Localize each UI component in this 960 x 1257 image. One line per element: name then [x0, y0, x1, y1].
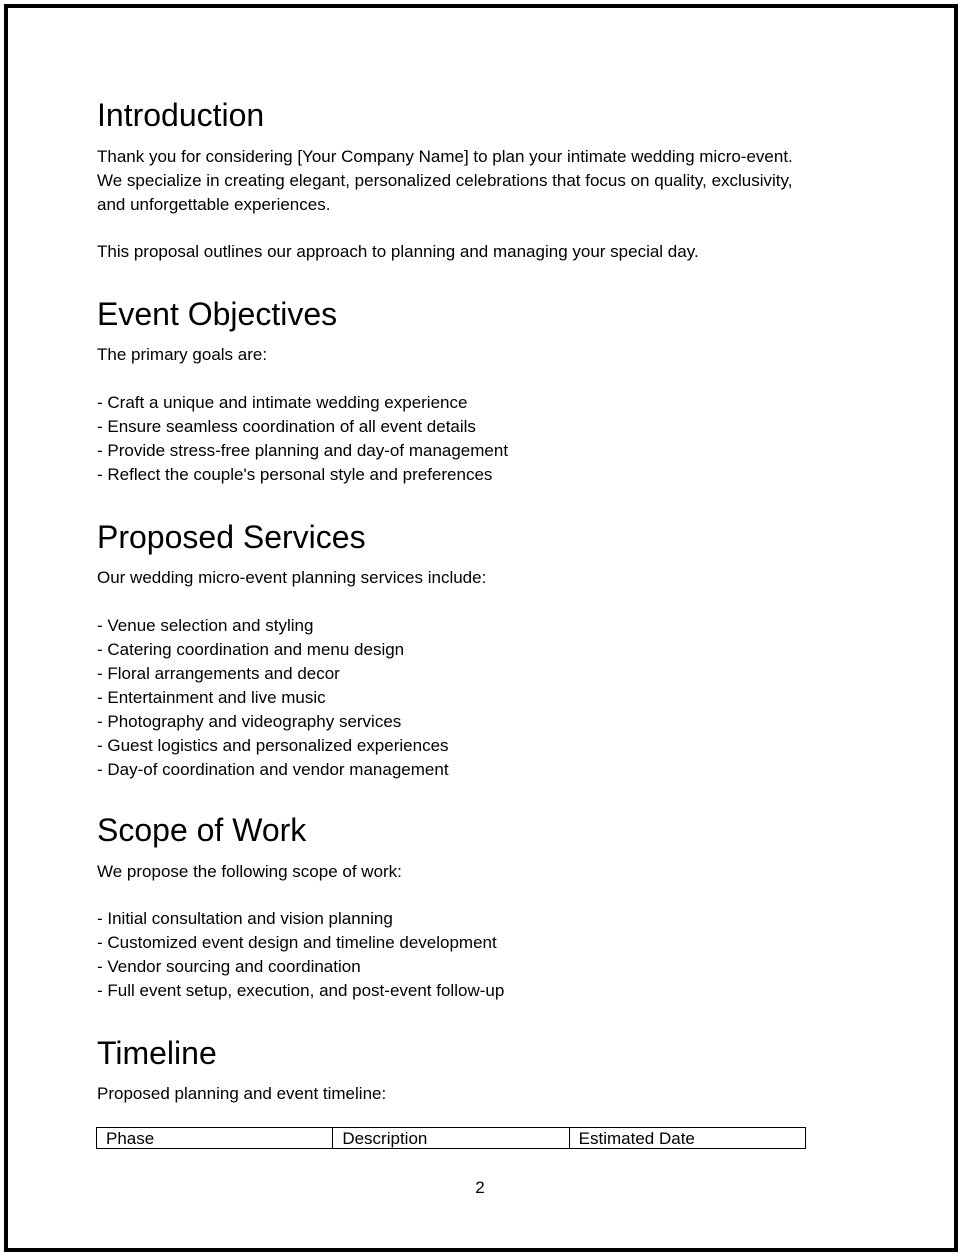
- objectives-list: [97, 391, 508, 487]
- list-item: - Provide stress-free planning and day-of management: [97, 441, 509, 460]
- list-item: - Venue selection and styling: [97, 616, 314, 635]
- list-item: - Floral arrangements and decor: [97, 664, 340, 683]
- scope-intro: We propose the following scope of work:: [97, 862, 402, 881]
- list-item: - Vendor sourcing and coordination: [97, 957, 361, 976]
- list-item: - Customized event design and timeline development: [97, 933, 497, 952]
- introduction-line: Thank you for considering [Your Company Name] to plan your intimate wedding micro-event.: [97, 147, 793, 166]
- column-header-description: Description: [333, 1128, 569, 1149]
- introduction-line: and unforgettable experiences.: [97, 195, 331, 214]
- column-header-estimated-date: Estimated Date: [569, 1128, 805, 1149]
- introduction-heading: Introduction: [97, 97, 265, 133]
- timeline-intro: Proposed planning and event timeline:: [97, 1084, 387, 1103]
- list-item: - Craft a unique and intimate wedding experience: [97, 393, 468, 412]
- services-intro: Our wedding micro-event planning services include:: [97, 568, 487, 587]
- scope-list: [97, 907, 504, 1003]
- scope-heading: Scope of Work: [97, 812, 307, 848]
- list-item: - Entertainment and live music: [97, 688, 326, 707]
- timeline-heading: Timeline: [97, 1035, 217, 1071]
- introduction-paragraph-2: This proposal outlines our approach to planning and managing your special day.: [97, 242, 699, 261]
- services-list: [97, 614, 449, 782]
- list-item: - Catering coordination and menu design: [97, 640, 405, 659]
- objectives-heading: Event Objectives: [97, 296, 338, 332]
- page-number: 2: [475, 1178, 485, 1197]
- introduction-paragraph: [97, 145, 793, 217]
- services-heading: Proposed Services: [97, 519, 366, 555]
- list-item: - Full event setup, execution, and post-event follow-up: [97, 981, 505, 1000]
- list-item: - Ensure seamless coordination of all event details: [97, 417, 476, 436]
- list-item: - Initial consultation and vision planning: [97, 909, 393, 928]
- list-item: - Photography and videography services: [97, 712, 402, 731]
- introduction-line: We specialize in creating elegant, personalized celebrations that focus on quality, exclusivity,: [97, 171, 793, 190]
- column-header-phase: Phase: [97, 1128, 333, 1149]
- list-item: - Guest logistics and personalized experiences: [97, 736, 449, 755]
- objectives-intro: The primary goals are:: [97, 345, 268, 364]
- list-item: - Day-of coordination and vendor management: [97, 760, 449, 779]
- list-item: - Reflect the couple's personal style and preferences: [97, 465, 493, 484]
- timeline-table: [96, 1127, 806, 1149]
- table-header-row: [97, 1128, 806, 1149]
